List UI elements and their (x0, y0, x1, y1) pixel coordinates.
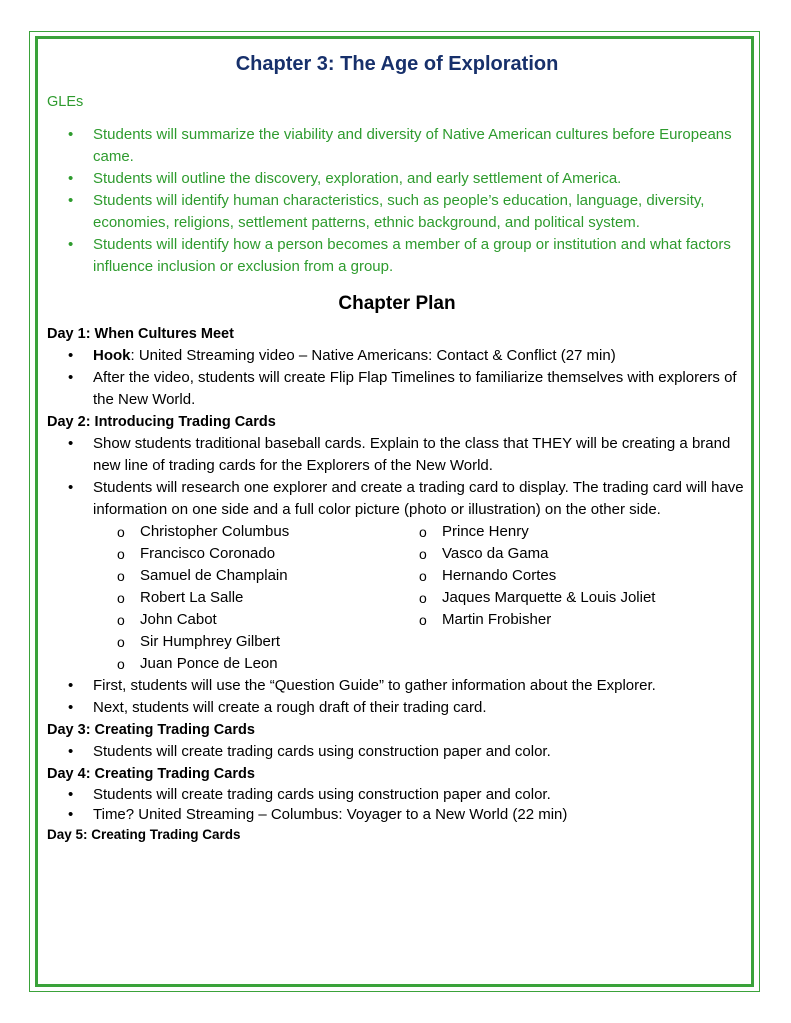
explorer-item: o Francisco Coronado (117, 543, 419, 565)
day2-item: • Show students traditional baseball cards. Explain to the class that THEY will be creating a brand new line of trading cards for the Explorers of the New World. (47, 433, 747, 477)
explorer-item: o Martin Frobisher (419, 609, 689, 631)
gle-item: • Students will identify human characteristics, such as people’s education, language, diversity, economies, religions, settlement patterns, ethnic background, and political system. (47, 190, 747, 234)
day1-heading: Day 1: When Cultures Meet (47, 326, 234, 342)
explorers-list-right (419, 521, 689, 675)
day3-item: • Students will create trading cards using construction paper and color. (47, 741, 747, 763)
explorer-item: o Jaques Marquette & Louis Joliet (419, 587, 689, 609)
explorer-item: o Samuel de Champlain (117, 565, 419, 587)
explorer-item: o Prince Henry (419, 521, 689, 543)
day4-item: • Students will create trading cards using construction paper and color. (47, 785, 747, 805)
chapter-plan-title: Chapter Plan (338, 293, 456, 314)
explorers-list-left (117, 521, 419, 675)
day2-list-continued (47, 675, 747, 719)
document-content (47, 46, 747, 845)
gle-item: • Students will identify how a person becomes a member of a group or institution and what factors influence inclusion or exclusion from a group. (47, 234, 747, 278)
chapter-title: Chapter 3: The Age of Exploration (235, 53, 559, 75)
day4-list (47, 785, 747, 825)
hook-text: : United Streaming video – Native Americans: Contact & Conflict (27 min) (130, 347, 616, 364)
explorer-item: o Sir Humphrey Gilbert (117, 631, 419, 653)
explorer-item: o Christopher Columbus (117, 521, 419, 543)
explorer-item: o Hernando Cortes (419, 565, 689, 587)
day3-list (47, 741, 747, 763)
explorer-item: o Robert La Salle (117, 587, 419, 609)
explorer-item: o Vasco da Gama (419, 543, 689, 565)
explorer-item: o John Cabot (117, 609, 419, 631)
day1-item-hook (47, 345, 747, 367)
day1-list (47, 345, 747, 411)
day2-item: • Students will research one explorer and create a trading card to display. The trading card will have information on one side and a full color picture (photo or illustration) on the other side. (47, 477, 747, 521)
day5-heading: Day 5: Creating Trading Cards (47, 827, 241, 842)
explorer-item: o Juan Ponce de Leon (117, 653, 419, 675)
gles-list (47, 124, 747, 278)
explorers-columns (47, 521, 747, 675)
gle-item: • Students will outline the discovery, exploration, and early settlement of America. (47, 168, 747, 190)
day2-heading: Day 2: Introducing Trading Cards (47, 414, 276, 430)
day2-list (47, 433, 747, 521)
day4-heading: Day 4: Creating Trading Cards (47, 766, 255, 782)
hook-label: Hook (93, 347, 131, 364)
gles-label: GLEs (47, 94, 84, 110)
day4-item: • Time? United Streaming – Columbus: Voyager to a New World (22 min) (47, 805, 747, 825)
day2-item: • Next, students will create a rough draft of their trading card. (47, 697, 747, 719)
day2-item: • First, students will use the “Question Guide” to gather information about the Explorer. (47, 675, 747, 697)
gle-item: • Students will summarize the viability and diversity of Native American cultures before Europeans came. (47, 124, 747, 168)
day3-heading: Day 3: Creating Trading Cards (47, 722, 255, 738)
day1-item: • After the video, students will create Flip Flap Timelines to familiarize themselves with explorers of the New World. (47, 367, 747, 411)
